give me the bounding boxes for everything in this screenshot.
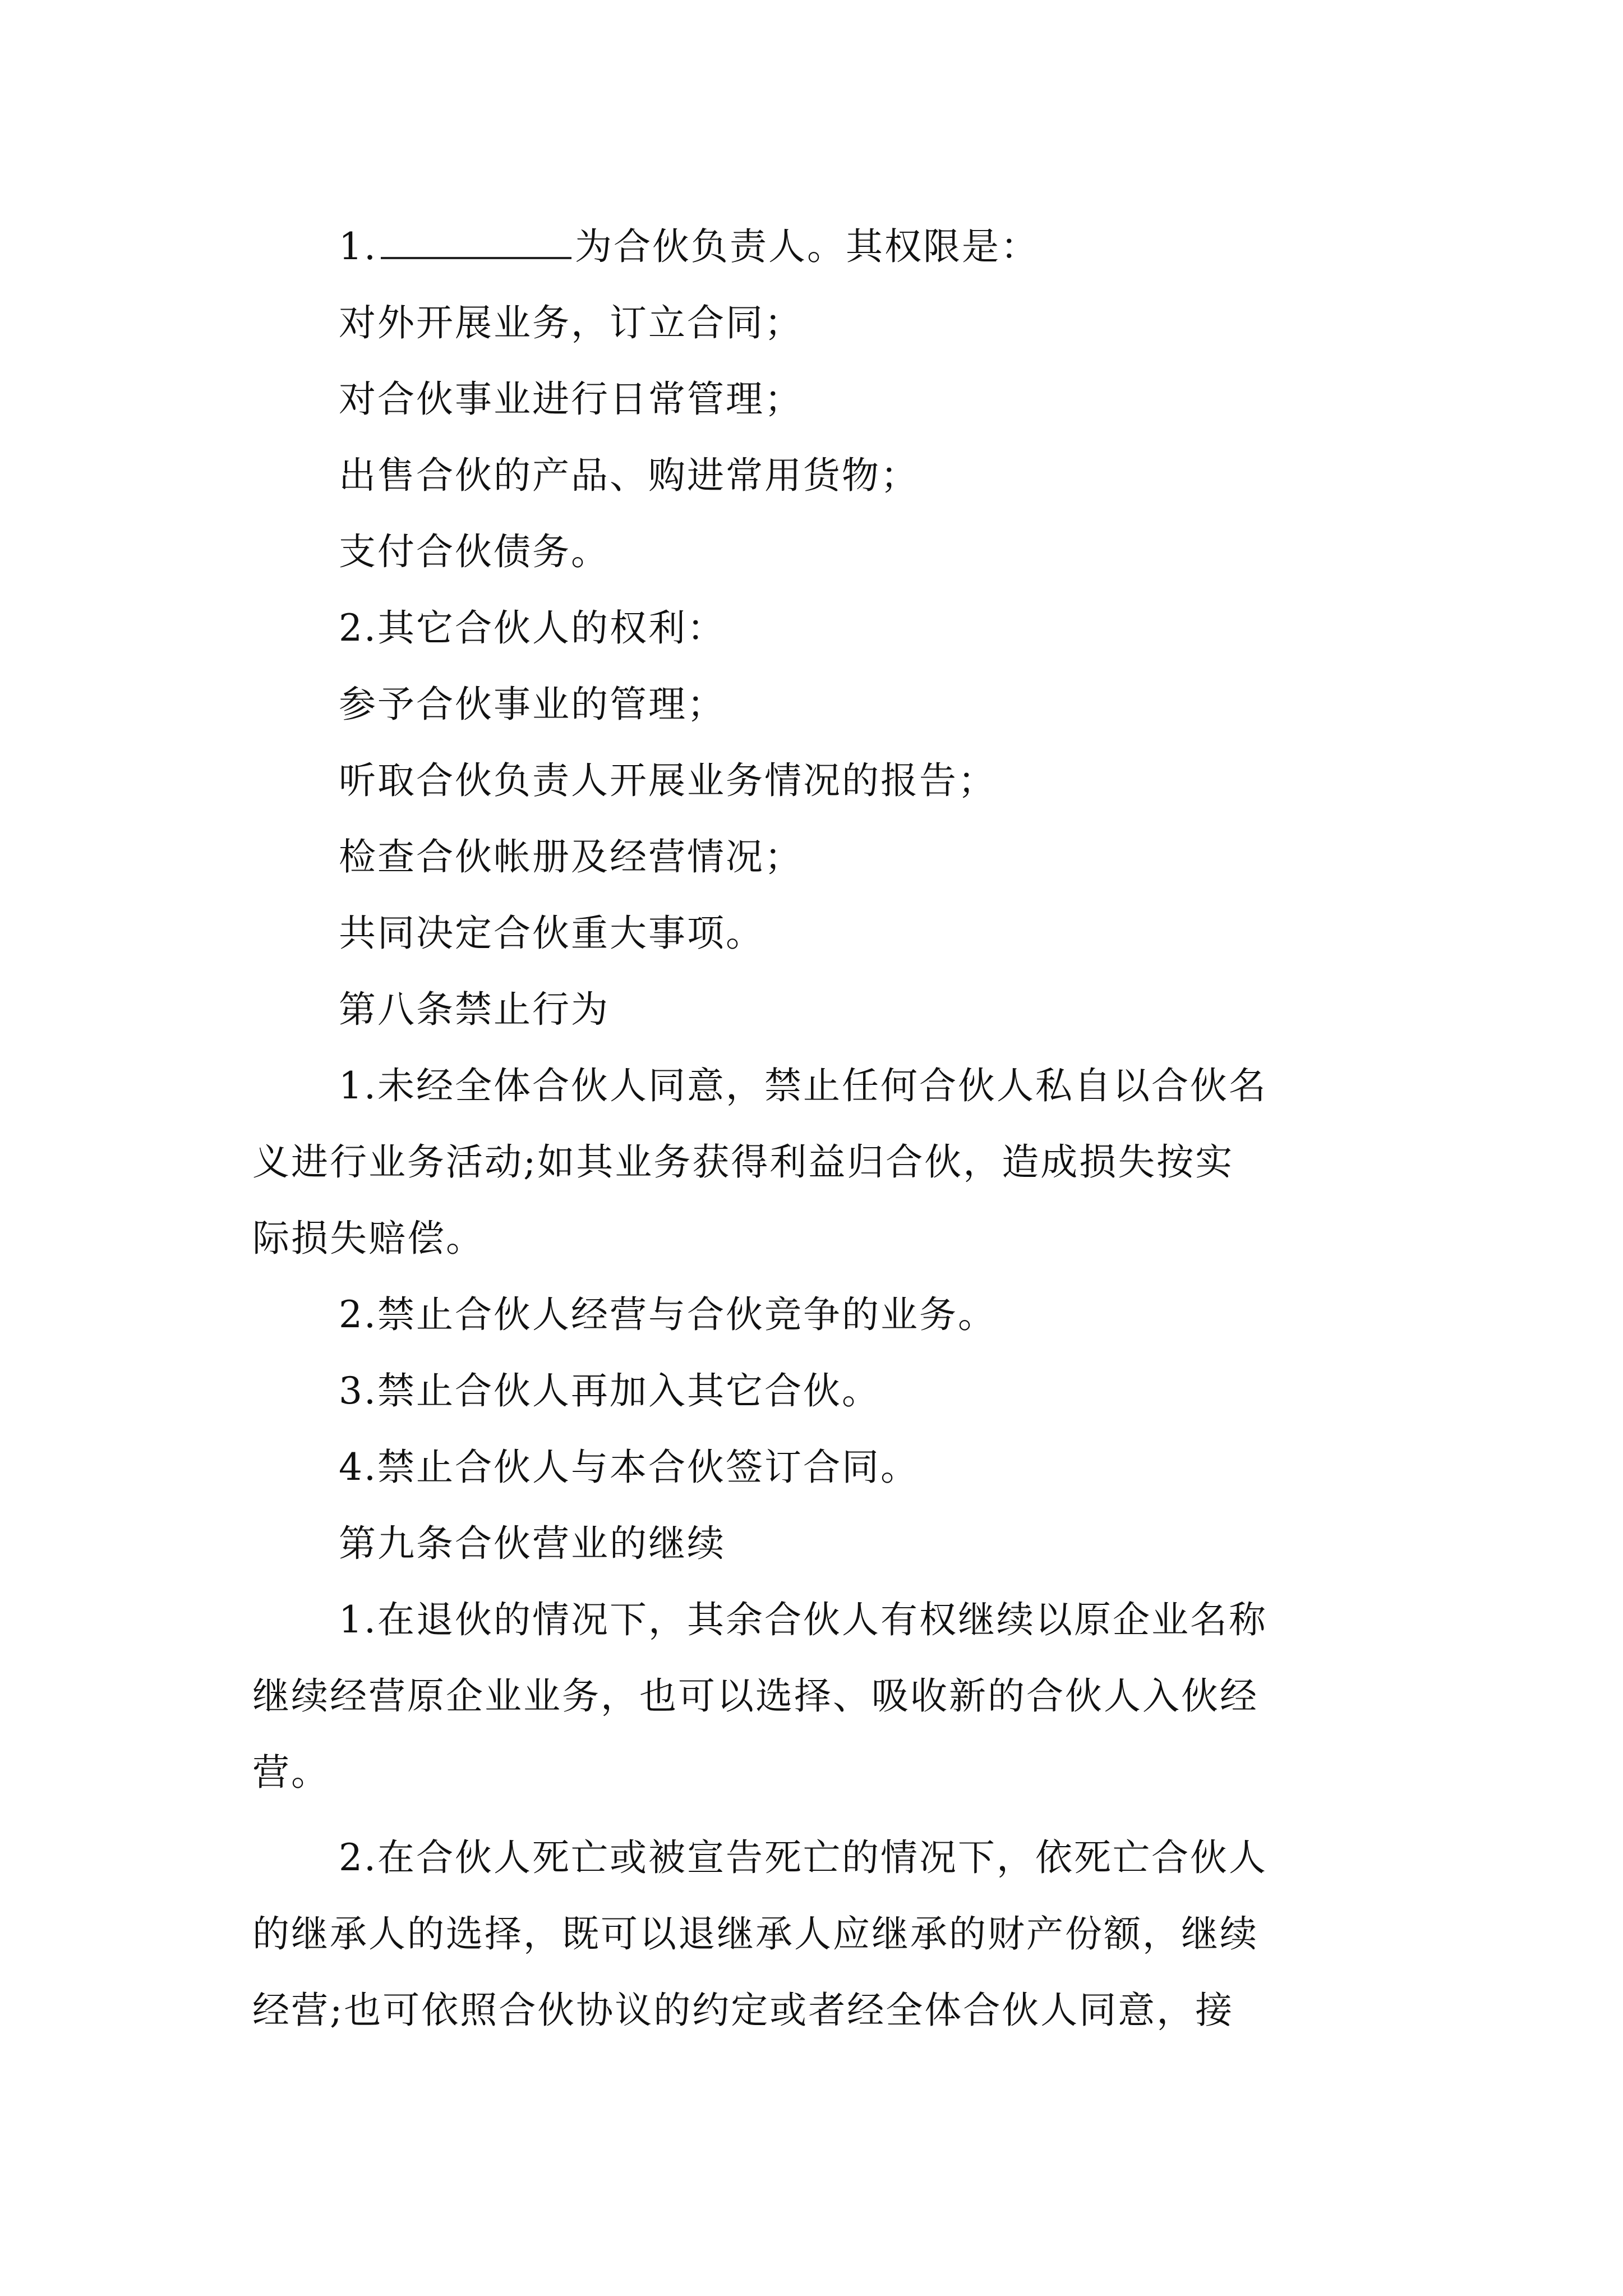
text-line: 际损失赔偿。 — [252, 1217, 485, 1260]
line-responsible-partner — [339, 224, 1385, 269]
text-line: 检查合伙帐册及经营情况； — [339, 835, 803, 878]
line-text: 为合伙负责人。其权限是： — [574, 225, 1039, 268]
text-line: 继续经营原企业业务，也可以选择、吸收新的合伙人入伙经 — [252, 1674, 1258, 1718]
line-number-text: 1. — [339, 225, 377, 268]
text-line: 义进行业务活动;如其业务获得利益归合伙，造成损失按实 — [252, 1140, 1234, 1184]
text-line: 出售合伙的产品、购进常用货物； — [339, 454, 919, 497]
text-line: 对外开展业务，订立合同； — [339, 301, 803, 344]
text-line: 4.禁止合伙人与本合伙签订合同。 — [339, 1446, 919, 1489]
text-line: 2.在合伙人死亡或被宣告死亡的情况下，依死亡合伙人 — [339, 1836, 1267, 1879]
section-heading: 第八条禁止行为 — [339, 988, 610, 1031]
text-line: 2.其它合伙人的权利： — [339, 606, 726, 650]
text-line: 对合伙事业进行日常管理； — [339, 378, 803, 421]
text-line: 共同决定合伙重大事项。 — [339, 912, 764, 955]
section-heading: 第九条合伙营业的继续 — [339, 1522, 726, 1565]
text-line: 营。 — [252, 1751, 330, 1794]
text-line: 支付合伙债务。 — [339, 530, 610, 573]
text-line: 听取合伙负责人开展业务情况的报告； — [339, 759, 997, 802]
text-line: 1.未经全体合伙人同意，禁止任何合伙人私自以合伙名 — [339, 1064, 1267, 1107]
text-line: 3.禁止合伙人再加入其它合伙。 — [339, 1369, 880, 1412]
text-line: 1.在退伙的情况下，其余合伙人有权继续以原企业名称 — [339, 1598, 1267, 1641]
text-line: 参予合伙事业的管理； — [339, 683, 726, 726]
text-line: 经营;也可依照合伙协议的约定或者经全体合伙人同意，接 — [252, 1989, 1234, 2032]
text-line: 的继承人的选择，既可以退继承人应继承的财产份额，继续 — [252, 1912, 1258, 1955]
blank-fill-line — [381, 226, 571, 259]
text-line: 2.禁止合伙人经营与合伙竞争的业务。 — [339, 1293, 997, 1336]
